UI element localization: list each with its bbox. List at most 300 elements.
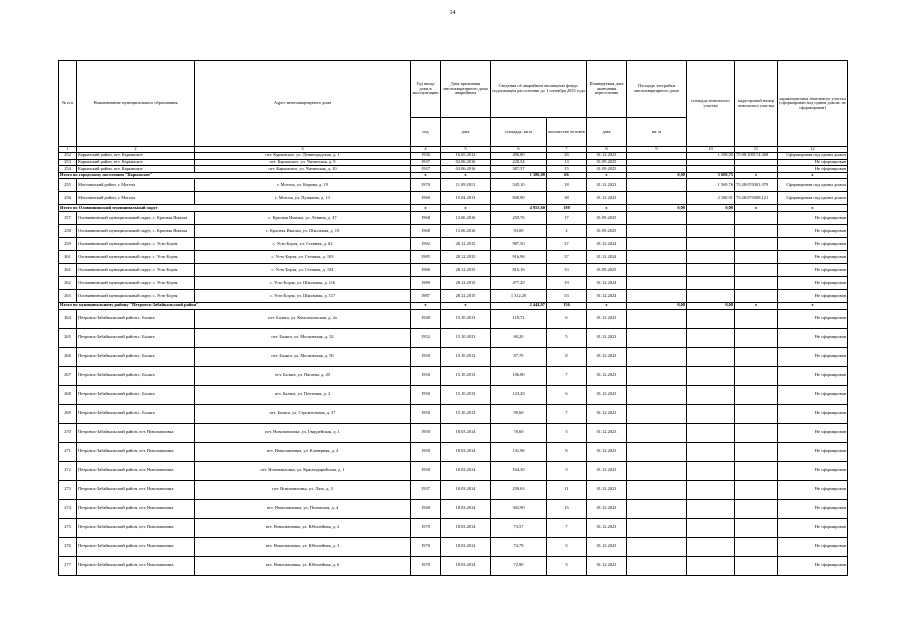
cell-number: 266 xyxy=(59,347,77,366)
table-row xyxy=(59,237,848,250)
cell-area: 2 444,97 xyxy=(491,302,547,309)
cell-year: 1937 xyxy=(411,166,441,173)
cell-land-area xyxy=(687,404,735,423)
cell-date: 18.03.2014 xyxy=(441,518,491,537)
cell-people: 13 xyxy=(547,159,587,166)
cell-municipality: Петровск-Забайкальский район,с. Баляга xyxy=(77,385,195,404)
table-row xyxy=(59,366,848,385)
cell-date: 13.06.2016 xyxy=(441,211,491,224)
cell-year: 1950 xyxy=(411,347,441,366)
cell-people: 53 xyxy=(547,289,587,302)
cell-cadastral xyxy=(735,423,778,442)
cell-plan-date: 01.12.2023 xyxy=(587,192,627,205)
cell-number: 265 xyxy=(59,328,77,347)
cell-year: x xyxy=(411,205,441,212)
cell-build-area: 0,00 xyxy=(627,172,687,179)
cell-people: 66 xyxy=(547,172,587,179)
column-number: 12 xyxy=(778,147,848,153)
cell-date: 18.03.2014 xyxy=(441,499,491,518)
cell-cadastral xyxy=(735,309,778,328)
cell-number: 268 xyxy=(59,385,77,404)
cell-number: 270 xyxy=(59,423,77,442)
cell-build-area xyxy=(627,328,687,347)
cell-date: 15.10.2013 xyxy=(441,366,491,385)
cell-people: 37 xyxy=(547,250,587,263)
cell-build-area xyxy=(627,347,687,366)
table-row xyxy=(59,179,848,192)
cell-characteristic: Не сформирован xyxy=(778,385,848,404)
cell-cadastral: x xyxy=(735,205,778,212)
cell-date: 13.06.2016 xyxy=(441,224,491,237)
cell-address: пгт. Карымское, ул. Читинская, д. 9 xyxy=(195,159,411,166)
subheader-plan-date: дата xyxy=(587,118,627,147)
cell-cadastral xyxy=(735,289,778,302)
cell-address: пгт. Баляга, ул. Нагаева, д. 20 xyxy=(195,366,411,385)
cell-characteristic: Не сформирован xyxy=(778,366,848,385)
cell-build-area xyxy=(627,404,687,423)
cell-municipality: Карымский район, пгт. Карымское xyxy=(77,166,195,173)
cell-land-area xyxy=(687,159,735,166)
column-number: 11 xyxy=(735,147,778,153)
cell-characteristic: Не сформирован xyxy=(778,289,848,302)
cell-build-area xyxy=(627,224,687,237)
cell-characteristic: Не сформирован xyxy=(778,556,848,575)
cell-year: 1970 xyxy=(411,179,441,192)
cell-people: 2 xyxy=(547,224,587,237)
cell-characteristic: Не сформирован xyxy=(778,423,848,442)
cell-build-area xyxy=(627,211,687,224)
cell-characteristic: Не сформирован xyxy=(778,309,848,328)
cell-number: 255 xyxy=(59,179,77,192)
table-row xyxy=(59,518,848,537)
table-row xyxy=(59,250,848,263)
cell-build-area xyxy=(627,385,687,404)
cell-people: 8 xyxy=(547,347,587,366)
cell-address: пгт. Новопавловка, ул. Лазо, д. 3 xyxy=(195,480,411,499)
cell-people: 7 xyxy=(547,404,587,423)
cell-build-area xyxy=(627,179,687,192)
cell-land-area xyxy=(687,385,735,404)
cell-cadastral xyxy=(735,224,778,237)
cell-cadastral: 75:08:100174:268 xyxy=(735,153,778,160)
cell-people: 5 xyxy=(547,461,587,480)
total-label: Итого по муниципальному району "Петровск-Забайкальский район" xyxy=(59,302,411,309)
cell-cadastral xyxy=(735,328,778,347)
cell-plan-date: 01.12.2024 xyxy=(587,250,627,263)
cell-year: 1970 xyxy=(411,556,441,575)
cell-build-area xyxy=(627,263,687,276)
col-header-municipality: Наименование муниципального образования xyxy=(77,61,195,147)
cell-area: 60,20 xyxy=(491,328,547,347)
cell-municipality: Оловяннинский муниципальный округ, с. Усть-Борзя xyxy=(77,237,195,250)
cell-cadastral xyxy=(735,159,778,166)
cell-plan-date: 01.12.2024 xyxy=(587,276,627,289)
cell-year: 1950 xyxy=(411,442,441,461)
cell-area: 87,70 xyxy=(491,347,547,366)
cell-number: 256 xyxy=(59,192,77,205)
cell-area: 93,00 xyxy=(491,224,547,237)
subheader-area: площадь, кв.м xyxy=(491,118,547,147)
cell-date: 28.12.2015 xyxy=(441,263,491,276)
cell-address: с. Усть-Борзя, ул. Степная, д. 104 xyxy=(195,263,411,276)
cell-area: 250,76 xyxy=(491,211,547,224)
total-row xyxy=(59,172,848,179)
cell-area: 76,60 xyxy=(491,423,547,442)
cell-date: x xyxy=(441,302,491,309)
cell-characteristic: Не сформирован xyxy=(778,328,848,347)
cell-number: 269 xyxy=(59,404,77,423)
cell-land-area xyxy=(687,499,735,518)
cell-address: пгт. Новопавловка, ул. Юбилейная, д. 2 xyxy=(195,518,411,537)
cell-characteristic: Не сформирован xyxy=(778,499,848,518)
cell-date: 15.10.2013 xyxy=(441,347,491,366)
cell-area: 73,57 xyxy=(491,518,547,537)
cell-municipality: Карымский район, пгт. Карымское xyxy=(77,153,195,160)
cell-build-area xyxy=(627,537,687,556)
cell-cadastral xyxy=(735,250,778,263)
cell-build-area xyxy=(627,556,687,575)
cell-date: 28.12.2015 xyxy=(441,250,491,263)
cell-municipality: Карымский район, пгт. Карымское xyxy=(77,159,195,166)
cell-year: 1986 xyxy=(411,263,441,276)
cell-number: 253 xyxy=(59,159,77,166)
cell-plan-date: 01.12.2023 xyxy=(587,179,627,192)
cell-people: 5 xyxy=(547,556,587,575)
cell-address: с. Усть-Борзя, ул. Степная, д. 103 xyxy=(195,250,411,263)
table-row xyxy=(59,556,848,575)
cell-land-area xyxy=(687,347,735,366)
cell-land-area xyxy=(687,442,735,461)
cell-address: с. Усть-Борзя, ул. Степная, д. 63 xyxy=(195,237,411,250)
cell-people: 5 xyxy=(547,537,587,556)
cell-number: 252 xyxy=(59,153,77,160)
table-row xyxy=(59,192,848,205)
cell-area: 987,50 xyxy=(491,237,547,250)
cell-characteristic: Сформирован под одним домом xyxy=(778,192,848,205)
cell-address: пгт. Баляга, ул. Почтовая, д. 2 xyxy=(195,385,411,404)
cell-area: 1 312,20 xyxy=(491,289,547,302)
cell-land-area xyxy=(687,250,735,263)
cell-area: 106,80 xyxy=(491,366,547,385)
cell-area: 1 386,00 xyxy=(491,172,547,179)
cell-number: 267 xyxy=(59,366,77,385)
column-number: 10 xyxy=(687,147,735,153)
cell-plan-date: 01.12.2023 xyxy=(587,328,627,347)
column-number: 2 xyxy=(77,147,195,153)
column-number: 9 xyxy=(627,147,687,153)
cell-land-area xyxy=(687,366,735,385)
table-row xyxy=(59,309,848,328)
total-label: Итого по Оловяннинский муниципальный округ xyxy=(59,205,411,212)
cell-number: 258 xyxy=(59,224,77,237)
cell-characteristic: Не сформирован xyxy=(778,480,848,499)
col-header-address: Адрес многоквартирного дома xyxy=(195,61,411,147)
cell-build-area: 0,00 xyxy=(627,205,687,212)
cell-date: x xyxy=(441,205,491,212)
cell-address: с. Красная Ималка, ул. Ленина, д. 47 xyxy=(195,211,411,224)
cell-area: 477,20 xyxy=(491,276,547,289)
col-header-number: № п/п xyxy=(59,61,77,147)
cell-people: 7 xyxy=(547,366,587,385)
cell-plan-date: x xyxy=(587,302,627,309)
cell-address: пгт. Новопавловка, ул. Краснодарийская, д. 1 xyxy=(195,461,411,480)
cell-build-area xyxy=(627,461,687,480)
cell-land-area xyxy=(687,461,735,480)
cell-cadastral xyxy=(735,556,778,575)
cell-area: 496,80 xyxy=(491,153,547,160)
cell-cadastral xyxy=(735,347,778,366)
cell-number: 273 xyxy=(59,480,77,499)
cell-build-area: 0,00 xyxy=(627,302,687,309)
cell-build-area xyxy=(627,159,687,166)
subheader-build-area: кв. м xyxy=(627,118,687,147)
cell-cadastral xyxy=(735,480,778,499)
cell-land-area xyxy=(687,263,735,276)
table-row xyxy=(59,263,848,276)
cell-year: 1989 xyxy=(411,276,441,289)
cell-number: 264 xyxy=(59,309,77,328)
cell-year: 1968 xyxy=(411,211,441,224)
cell-date: 11.09.2013 xyxy=(441,179,491,192)
cell-land-area xyxy=(687,237,735,250)
cell-municipality: Петровск-Забайкальский район,с. Баляга xyxy=(77,328,195,347)
cell-build-area xyxy=(627,518,687,537)
cell-build-area xyxy=(627,480,687,499)
cell-year: 1952 xyxy=(411,328,441,347)
header-row xyxy=(59,61,848,118)
cell-date: 15.10.2013 xyxy=(441,309,491,328)
cell-area: 916,96 xyxy=(491,250,547,263)
table-row xyxy=(59,289,848,302)
cell-plan-date: x xyxy=(587,172,627,179)
cell-municipality: Оловяннинский муниципальный округ, с. Усть-Борзя xyxy=(77,250,195,263)
cell-people: 26 xyxy=(547,153,587,160)
cell-municipality: Петровск-Забайкальский район, пгт. Новопавловка xyxy=(77,537,195,556)
cell-cadastral xyxy=(735,366,778,385)
cell-address: пгт. Новопавловка, ул. Юбилейная, д. 3 xyxy=(195,537,411,556)
cell-cadastral xyxy=(735,263,778,276)
cell-land-area: 0,00 xyxy=(687,302,735,309)
table-row xyxy=(59,166,848,173)
cell-land-area xyxy=(687,328,735,347)
cell-people: 37 xyxy=(547,237,587,250)
table-row xyxy=(59,159,848,166)
cell-address: пгт. Баляга, ул. Комсомольская, д. 2а xyxy=(195,309,411,328)
cell-plan-date: 01.12.2023 xyxy=(587,366,627,385)
cell-build-area xyxy=(627,499,687,518)
cell-land-area xyxy=(687,289,735,302)
cell-people: 8 xyxy=(547,442,587,461)
cell-cadastral xyxy=(735,211,778,224)
cell-address: пгт. Баляга, ул. Московская, д. 52 xyxy=(195,328,411,347)
cell-cadastral xyxy=(735,404,778,423)
col-header-fund-info: Сведения об аварийном жилищном фонде, подлежащем расселению до 1 сентября 2025 года xyxy=(491,61,587,118)
col-header-planned-date: Планируемая дата окончания переселения xyxy=(587,61,627,118)
cell-characteristic: Не сформирован xyxy=(778,461,848,480)
cell-people: 7 xyxy=(547,518,587,537)
cell-cadastral: x xyxy=(735,172,778,179)
cell-build-area xyxy=(627,366,687,385)
cell-plan-date: 01.12.2023 xyxy=(587,347,627,366)
cell-municipality: Оловяннинский муниципальный округ, с. Усть-Борзя xyxy=(77,276,195,289)
cell-municipality: Петровск-Забайкальский район, пгт. Новопавловка xyxy=(77,556,195,575)
cell-date: 15.10.2013 xyxy=(441,404,491,423)
total-row xyxy=(59,205,848,212)
cell-year: 1937 xyxy=(411,480,441,499)
cell-year: 1992 xyxy=(411,237,441,250)
column-number: 3 xyxy=(195,147,411,153)
cell-people: 15 xyxy=(547,499,587,518)
cell-plan-date: 01.12.2023 xyxy=(587,153,627,160)
cell-address: г. Могоча, ул. Пушкина, д. 13 xyxy=(195,192,411,205)
cell-characteristic: Не сформирован xyxy=(778,518,848,537)
cell-area: 239,63 xyxy=(491,480,547,499)
cell-year: 1950 xyxy=(411,461,441,480)
cell-date: 18.03.2014 xyxy=(441,537,491,556)
cell-municipality: Петровск-Забайкальский район, пгт. Новопавловка xyxy=(77,518,195,537)
cell-date: 16.05.2012 xyxy=(441,153,491,160)
cell-people: 33 xyxy=(547,263,587,276)
cell-people: 18 xyxy=(547,179,587,192)
cell-land-area: 1 569,76 xyxy=(687,179,735,192)
cell-cadastral xyxy=(735,385,778,404)
cell-number: 271 xyxy=(59,442,77,461)
subheader-date: дата xyxy=(441,118,491,147)
cell-year: 1937 xyxy=(411,159,441,166)
cell-year: 1985 xyxy=(411,250,441,263)
cell-area: 141,96 xyxy=(491,442,547,461)
cell-plan-date: 01.09.2025 xyxy=(587,224,627,237)
cell-land-area xyxy=(687,423,735,442)
cell-year: 1968 xyxy=(411,224,441,237)
cell-municipality: Петровск-Забайкальский район,с. Баляга xyxy=(77,347,195,366)
cell-land-area xyxy=(687,166,735,173)
cell-year: 1960 xyxy=(411,192,441,205)
table-row xyxy=(59,423,848,442)
cell-land-area xyxy=(687,537,735,556)
total-row xyxy=(59,302,848,309)
cell-date: 15.04.2013 xyxy=(441,192,491,205)
table-row xyxy=(59,211,848,224)
cell-people: 17 xyxy=(547,211,587,224)
cell-people: 6 xyxy=(547,309,587,328)
cell-plan-date: 01.09.2025 xyxy=(587,263,627,276)
cell-date: 28.12.2015 xyxy=(441,289,491,302)
cell-year: x xyxy=(411,302,441,309)
page-number: 14 xyxy=(449,10,456,16)
cell-land-area xyxy=(687,518,735,537)
col-header-commission-year: Год ввода дома в эксплуатацию xyxy=(411,61,441,118)
cell-number: 274 xyxy=(59,499,77,518)
cell-year: 1940 xyxy=(411,499,441,518)
cell-area: 164,30 xyxy=(491,461,547,480)
cell-cadastral xyxy=(735,166,778,173)
cell-characteristic: Не сформирован xyxy=(778,442,848,461)
cell-land-area xyxy=(687,224,735,237)
cell-date: 18.03.2014 xyxy=(441,556,491,575)
cell-municipality: Петровск-Забайкальский район,с. Баляга xyxy=(77,366,195,385)
cell-municipality: Могочинский район, г. Могоча xyxy=(77,179,195,192)
table-row xyxy=(59,224,848,237)
cell-area: 228,54 xyxy=(491,159,547,166)
cell-land-area xyxy=(687,556,735,575)
cell-year: 1950 xyxy=(411,404,441,423)
cell-people: 11 xyxy=(547,480,587,499)
cell-plan-date: 01.12.2024 xyxy=(587,237,627,250)
cell-year: 1950 xyxy=(411,423,441,442)
cell-people: 156 xyxy=(547,302,587,309)
cell-year: 1950 xyxy=(411,385,441,404)
cell-build-area xyxy=(627,442,687,461)
cell-municipality: Петровск-Забайкальский район, пгт. Новопавловка xyxy=(77,461,195,480)
cell-area: 302,90 xyxy=(491,499,547,518)
cell-address: пгт. Новопавловка, ул. Клеверная, д. 4 xyxy=(195,442,411,461)
cell-date: 28.12.2015 xyxy=(441,276,491,289)
cell-plan-date: 01.12.2023 xyxy=(587,404,627,423)
cell-people: 15 xyxy=(547,166,587,173)
cell-address: пгт. Баляга, ул. Московская, д. 50 xyxy=(195,347,411,366)
cell-municipality: Оловяннинский муниципальный округ, с. Усть-Борзя xyxy=(77,263,195,276)
cell-people: 19 xyxy=(547,276,587,289)
cell-date: 18.03.2014 xyxy=(441,480,491,499)
cell-municipality: Петровск-Забайкальский район,с. Баляга xyxy=(77,404,195,423)
cell-cadastral: 75:28:070308:121 xyxy=(735,192,778,205)
cell-plan-date: 01.12.2023 xyxy=(587,499,627,518)
col-header-emergency-date: Дата признания многоквартирного дома аварийным xyxy=(441,61,491,118)
cell-build-area xyxy=(627,166,687,173)
cell-area: 840,90 xyxy=(491,192,547,205)
cell-address: пгт. Новопавловка, ул. Полевская, д. 4 xyxy=(195,499,411,518)
cell-land-area xyxy=(687,211,735,224)
cell-area: 816,16 xyxy=(491,263,547,276)
cell-municipality: Петровск-Забайкальский район, пгт. Новопавловка xyxy=(77,480,195,499)
total-label: Итого по городскому поселению "Карымское" xyxy=(59,172,411,179)
table-row xyxy=(59,385,848,404)
cell-address: с. Усть-Борзя, ул. Школьная, д. 117 xyxy=(195,289,411,302)
emergency-housing-table xyxy=(58,60,848,576)
cell-address: пгт. Новопавловка, ул. Юбилейная, д. 6 xyxy=(195,556,411,575)
cell-cadastral xyxy=(735,237,778,250)
cell-build-area xyxy=(627,192,687,205)
cell-build-area xyxy=(627,153,687,160)
cell-characteristic: Сформирован под одним домом xyxy=(778,153,848,160)
cell-number: 262 xyxy=(59,276,77,289)
table-row xyxy=(59,461,848,480)
cell-year: 1970 xyxy=(411,537,441,556)
cell-number: 263 xyxy=(59,289,77,302)
cell-number: 257 xyxy=(59,211,77,224)
cell-plan-date: 01.12.2023 xyxy=(587,423,627,442)
cell-plan-date: 01.09.2025 xyxy=(587,166,627,173)
cell-area: 123,20 xyxy=(491,385,547,404)
cell-characteristic: Не сформирован xyxy=(778,237,848,250)
cell-area: 118,72 xyxy=(491,309,547,328)
table-row xyxy=(59,499,848,518)
cell-characteristic: Не сформирован xyxy=(778,159,848,166)
cell-plan-date: 01.12.2023 xyxy=(587,537,627,556)
cell-date: 15.10.2013 xyxy=(441,385,491,404)
cell-year: 1987 xyxy=(411,289,441,302)
cell-year: 1950 xyxy=(411,366,441,385)
cell-municipality: Петровск-Забайкальский район, пгт. Новопавловка xyxy=(77,423,195,442)
cell-build-area xyxy=(627,237,687,250)
cell-people: 5 xyxy=(547,423,587,442)
cell-characteristic: Не сформирован xyxy=(778,224,848,237)
cell-characteristic: Не сформирован xyxy=(778,537,848,556)
cell-people: 38 xyxy=(547,192,587,205)
column-number: 5 xyxy=(441,147,491,153)
cell-land-area: 3 669,75 xyxy=(687,172,735,179)
